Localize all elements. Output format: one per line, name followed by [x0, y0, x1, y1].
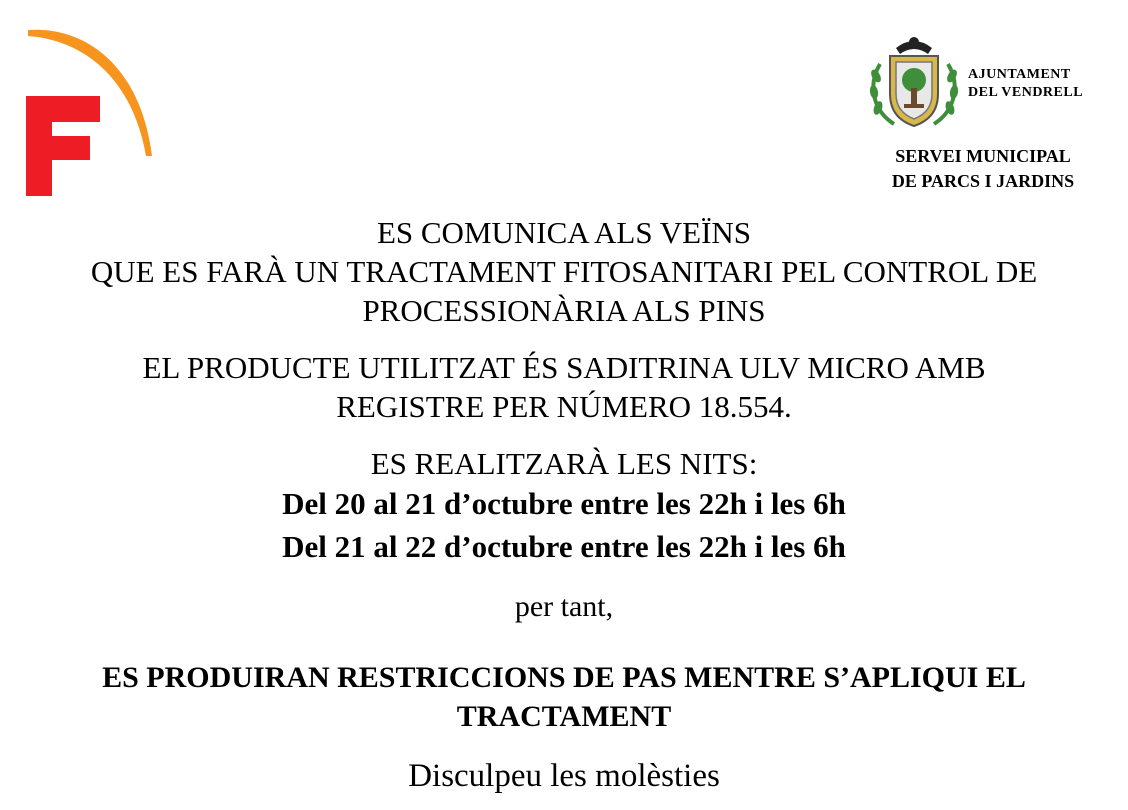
schedule-date-2: Del 21 al 22 d’octubre entre les 22h i les 6h: [282, 529, 846, 564]
municipality-name-line2: DEL VENDRELL: [968, 85, 1084, 100]
department-name-line2: DE PARCS I JARDINS: [891, 171, 1075, 191]
notice-line-3: PROCESSIONÀRIA ALS PINS: [362, 293, 766, 328]
product-line-1: EL PRODUCTE UTILITZAT ÉS SADITRINA ULV MICRO AMB: [142, 350, 986, 385]
schedule-heading: ES REALITZARÀ LES NITS:: [370, 446, 758, 481]
notice-line-2: QUE ES FARÀ UN TRACTAMENT FITOSANITARI PEL CONTROL DE: [90, 254, 1038, 289]
apology-text: Disculpeu les molèsties: [408, 758, 720, 794]
per-tant-text: per tant,: [514, 590, 614, 623]
municipality-name: [968, 66, 1083, 102]
department-name-line1: SERVEI MUNICIPAL: [895, 146, 1071, 166]
coat-of-arms-icon: [866, 34, 962, 130]
municipality-name-line1: AJUNTAMENT: [968, 67, 1071, 82]
schedule-date-1: Del 20 al 21 d’octubre entre les 22h i les 6h: [282, 486, 846, 521]
restriction-line-2: TRACTAMENT: [456, 700, 672, 733]
product-line-2: REGISTRE PER NÚMERO 18.554.: [336, 389, 792, 424]
notice-line-1: ES COMUNICA ALS VEÏNS: [376, 215, 752, 250]
company-logo-icon: [22, 26, 162, 198]
department-name: [860, 144, 1106, 194]
restriction-line-1: ES PRODUIRAN RESTRICCIONS DE PAS MENTRE S’APLIQUI EL: [102, 661, 1026, 694]
